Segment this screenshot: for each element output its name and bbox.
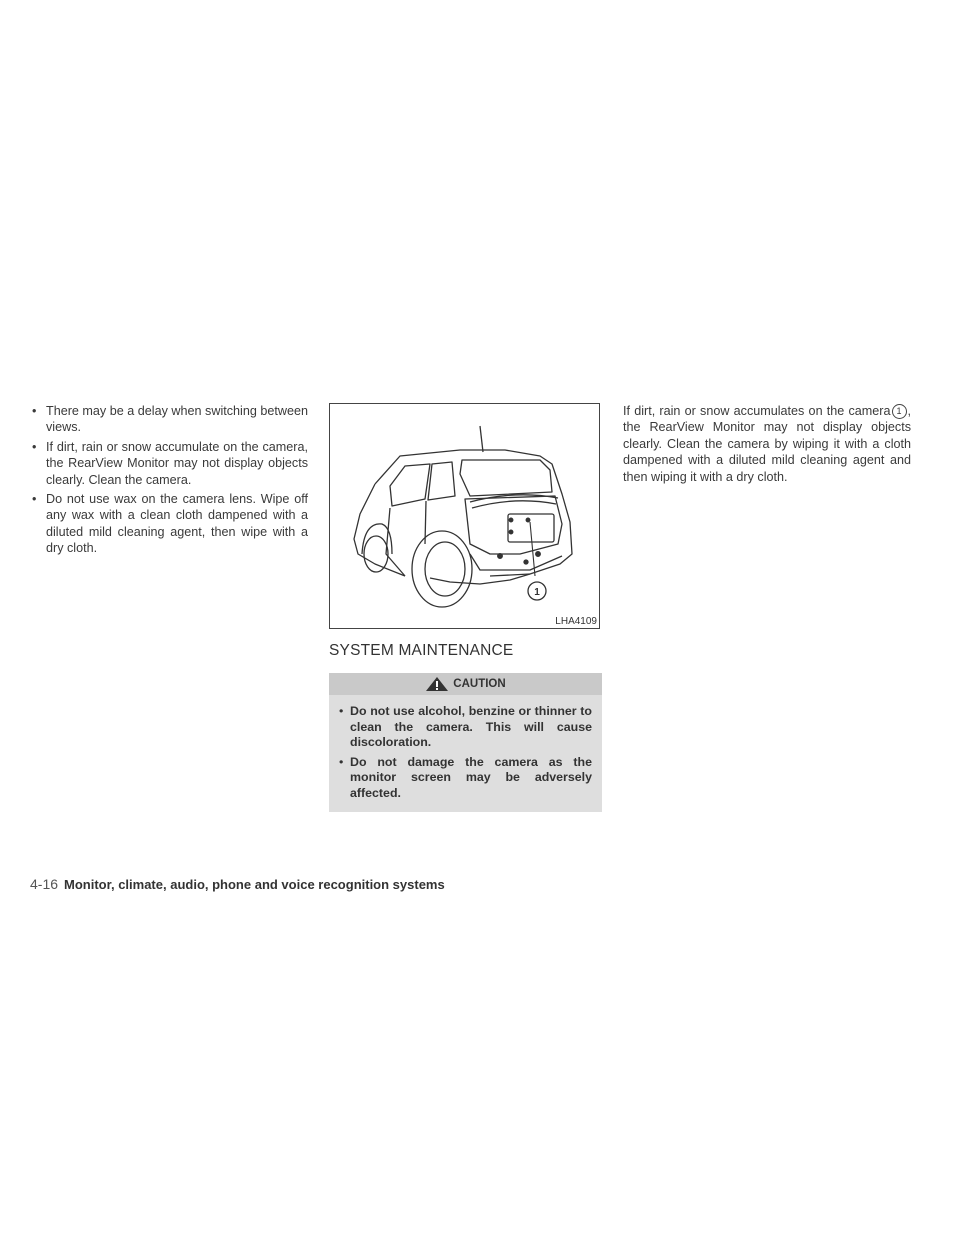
caution-list <box>329 695 602 802</box>
rear-side-window <box>390 464 430 506</box>
chapter-title: Monitor, climate, audio, phone and voice recognition systems <box>64 877 445 892</box>
list-item: • Do not use wax on the camera lens. Wipe off any wax with a clean cloth dampened with a diluted mild cleaning agent, then wipe with a dry cloth. <box>32 492 308 556</box>
caution-title: CAUTION <box>453 678 506 690</box>
list-item: • Do not damage the camera as the monitor screen may be adversely affected. <box>339 754 592 800</box>
camera-notes-list <box>30 403 308 557</box>
rear-camera-figure <box>329 403 600 629</box>
caution-header <box>329 673 602 695</box>
quarter-window <box>428 462 455 500</box>
left-column <box>30 403 308 560</box>
caution-box <box>329 673 602 812</box>
warning-triangle-icon <box>425 676 449 692</box>
page-number: 4-16 <box>30 876 59 892</box>
tailgate <box>465 496 562 554</box>
antenna-line <box>480 426 483 452</box>
callout-badge: 1 <box>892 404 907 419</box>
callout-number: 1 <box>534 587 540 598</box>
callout-leader <box>530 522 535 576</box>
page-footer <box>30 876 445 892</box>
right-column <box>623 403 911 485</box>
list-item: • There may be a delay when switching between views. <box>32 404 308 435</box>
list-item: • If dirt, rain or snow accumulate on the camera, the RearView Monitor may not display objects clearly. Clean the camera. <box>32 439 308 487</box>
middle-column <box>329 403 602 812</box>
list-item: • Do not use alcohol, benzine or thinner to clean the camera. This will cause discoloration. <box>339 704 592 750</box>
rear-windshield <box>460 460 552 496</box>
maintenance-paragraph: If dirt, rain or snow accumulates on the camera 1 , the RearView Monitor may not display objects clearly. Clean the camera by wiping it with a cloth dampened with a diluted mild cleaning agent and then wiping it with a dry cloth. <box>623 404 911 484</box>
figure-code: LHA4109 <box>555 616 597 627</box>
section-heading: SYSTEM MAINTENANCE <box>329 642 514 659</box>
vehicle-rear-illustration <box>330 404 601 630</box>
